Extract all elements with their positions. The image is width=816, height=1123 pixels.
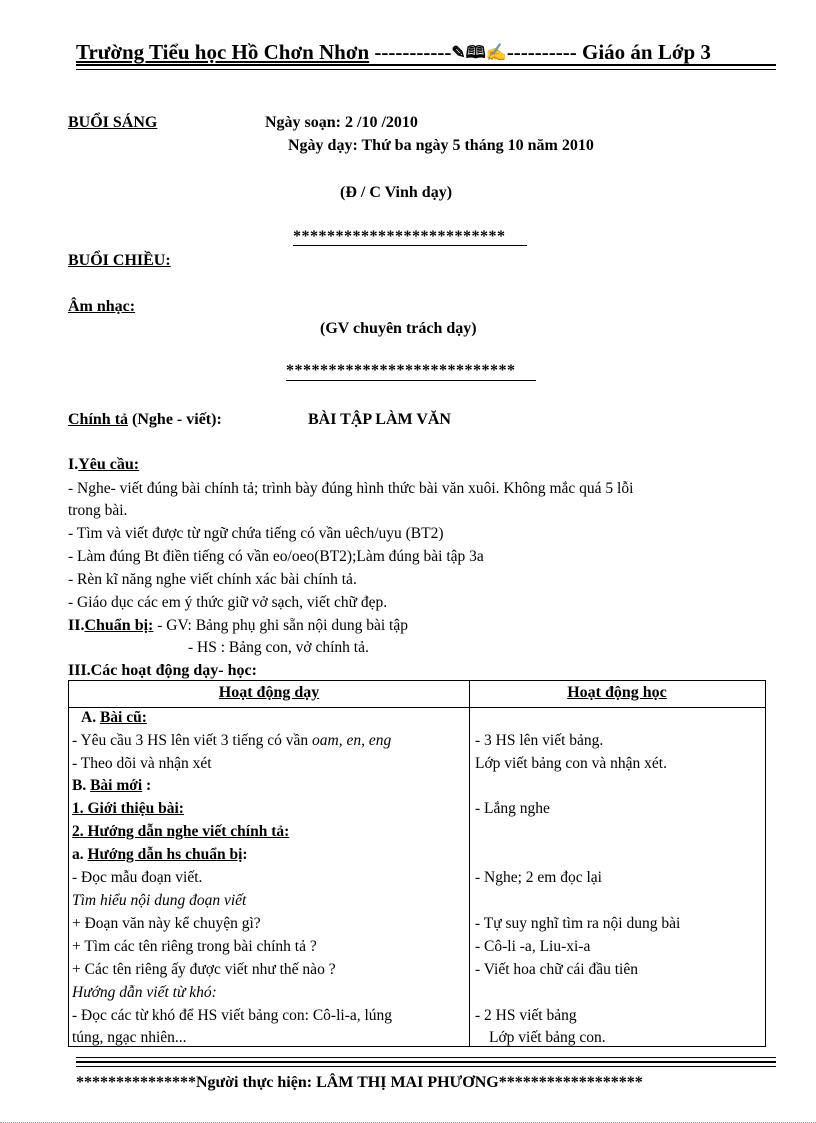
table-row: + Tìm các tên riêng trong bài chính tả ?	[72, 938, 317, 955]
music-label: Âm nhạc:	[68, 298, 136, 315]
table-row: - Nghe; 2 em đọc lại	[475, 869, 602, 886]
table-row: - Theo dõi và nhận xét	[72, 755, 212, 772]
activities-table	[68, 680, 766, 1047]
table-row: - Tự suy nghĩ tìm ra nội dung bài	[475, 915, 681, 932]
table-row: - Yêu cầu 3 HS lên viết 3 tiếng có vần oam, en, eng	[72, 732, 392, 749]
teacher-note: (Đ / C Vinh dạy)	[340, 184, 453, 201]
requirement-item: - Làm đúng Bt điền tiếng có vần eo/oeo(BT2);Làm đúng bài tập 3a	[68, 548, 484, 565]
divider-stars-1: *************************	[293, 228, 506, 245]
requirements-heading: I.Yêu cầu:	[68, 456, 140, 473]
table-row: Tìm hiểu nội dung đoạn viết	[72, 892, 247, 909]
footer-rule-2	[76, 1061, 776, 1063]
footer-stars-left: ***************	[76, 1074, 196, 1091]
table-row: + Các tên riêng ấy được viết như thế nào ?	[72, 961, 336, 978]
table-row: - Lắng nghe	[475, 800, 550, 817]
requirement-item: - Giáo dục các em ý thức giữ vở sạch, viết chữ đẹp.	[68, 594, 388, 611]
section-b: B. Bài mới :	[72, 777, 152, 794]
header-rule-top	[76, 64, 776, 66]
morning-label: BUỔI SÁNG	[68, 114, 158, 131]
step-a: a. Hướng dẫn hs chuẩn bị:	[72, 846, 248, 863]
table-row: Lớp viết bảng con và nhận xét.	[475, 755, 667, 772]
footer-stars-right: ******************	[498, 1074, 643, 1091]
music-note: (GV chuyên trách dạy)	[320, 320, 477, 337]
preparation-label: Chuẩn bị:	[84, 617, 154, 634]
header-dashes-left: -----------	[374, 40, 452, 64]
table-row: - 2 HS viết bảng	[475, 1007, 577, 1024]
page-header	[76, 40, 776, 66]
divider-rule-1	[293, 245, 527, 246]
divider-stars-2: ***************************	[286, 362, 516, 379]
section-a: A. Bài cũ:	[81, 709, 147, 726]
lesson-subject: Chính tả (Nghe - viết):	[68, 411, 222, 428]
afternoon-label: BUỔI CHIỀU:	[68, 252, 171, 269]
footer-rule-3	[76, 1066, 776, 1067]
footer-author: Người thực hiện: LÂM THỊ MAI PHƯƠNG	[196, 1074, 499, 1091]
table-column-divider	[469, 681, 470, 1046]
requirement-item: - Rèn kĩ năng nghe viết chính xác bài chính tả.	[68, 571, 357, 588]
requirement-item: trong bài.	[68, 502, 128, 519]
step-1: 1. Giới thiệu bài:	[72, 800, 184, 817]
footer-rule-1	[76, 1057, 776, 1058]
table-row: Lớp viết bảng con.	[489, 1029, 606, 1046]
header-dashes-right: ----------	[506, 40, 577, 64]
subject-label: Giáo án Lớp 3	[582, 40, 711, 64]
table-header-divider	[69, 707, 765, 708]
table-row: - Đọc các từ khó để HS viết bảng con: Cô-li-a, lúng	[72, 1007, 393, 1024]
requirement-item: - Nghe- viết đúng bài chính tả; trình bày đúng hình thức bài văn xuôi. Không mắc quá 5 lỗi	[68, 480, 634, 497]
requirement-item: - Tìm và viết được từ ngữ chứa tiếng có vần uêch/uyu (BT2)	[68, 525, 444, 542]
book-ornament-icon: ✎🕮✍	[451, 43, 507, 62]
table-row: Hướng dẫn viết từ khó:	[72, 984, 217, 1001]
table-row: - Viết hoa chữ cái đầu tiên	[475, 961, 638, 978]
col-teacher-header: Hoạt động dạy	[218, 684, 320, 701]
table-row: + Đoạn văn này kể chuyện gì?	[72, 915, 261, 932]
table-row: túng, ngạc nhiên...	[72, 1029, 187, 1046]
preparation-hs: - HS : Bảng con, vở chính tả.	[188, 639, 369, 656]
table-row: - 3 HS lên viết bảng.	[475, 732, 604, 749]
teach-date: Ngày dạy: Thứ ba ngày 5 tháng 10 năm 2010	[288, 137, 594, 154]
table-row: - Cô-li -a, Liu-xi-a	[475, 938, 591, 955]
activities-heading: III.Các hoạt động dạy- học:	[68, 662, 257, 679]
lesson-title: BÀI TẬP LÀM VĂN	[308, 411, 451, 428]
preparation-row: II.Chuẩn bị: - GV: Bảng phụ ghi sẵn nội dung bài tập	[68, 617, 408, 634]
prep-date: Ngày soạn: 2 /10 /2010	[265, 114, 418, 131]
table-row: - Đọc mẫu đoạn viết.	[72, 869, 203, 886]
header-rule-bottom	[76, 69, 776, 70]
preparation-gv: - GV: Bảng phụ ghi sẵn nội dung bài tập	[153, 617, 408, 634]
col-student-header: Hoạt động học	[567, 684, 667, 701]
step-2: 2. Hướng dẫn nghe viết chính tả:	[72, 823, 290, 840]
school-name: Trường Tiểu học Hồ Chơn Nhơn	[76, 40, 370, 64]
page-footer	[76, 1074, 643, 1092]
divider-rule-2	[286, 380, 536, 381]
